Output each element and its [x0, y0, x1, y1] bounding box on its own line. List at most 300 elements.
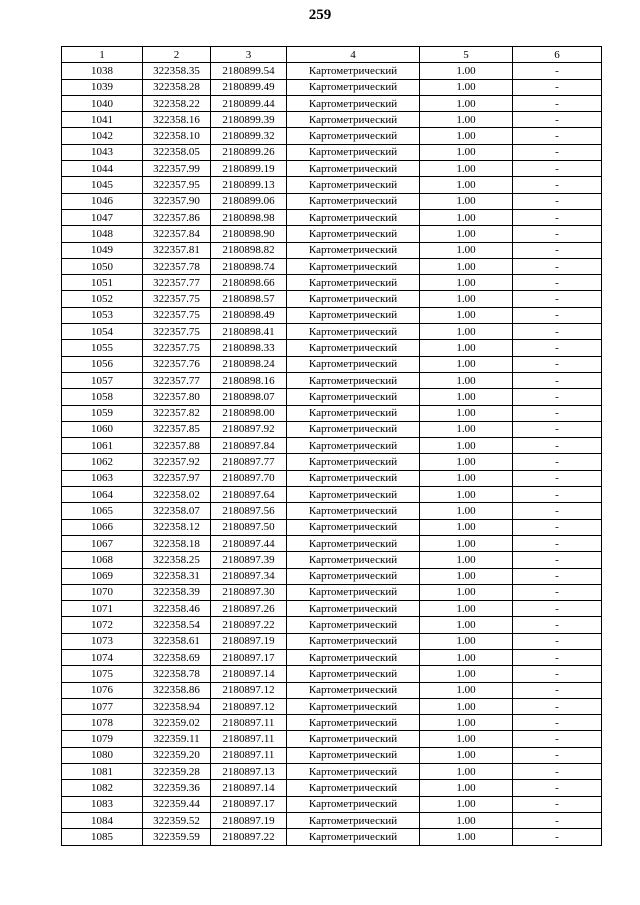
y-coordinate-cell: 2180897.39: [211, 552, 287, 568]
point-number-cell: 1078: [62, 715, 143, 731]
point-number-cell: 1062: [62, 454, 143, 470]
note-cell: -: [513, 438, 602, 454]
note-cell: -: [513, 682, 602, 698]
method-cell: Картометрический: [287, 747, 420, 763]
y-coordinate-cell: 2180897.14: [211, 666, 287, 682]
point-number-cell: 1039: [62, 79, 143, 95]
method-cell: Картометрический: [287, 568, 420, 584]
accuracy-cell: 1.00: [420, 503, 513, 519]
method-cell: Картометрический: [287, 715, 420, 731]
note-cell: -: [513, 633, 602, 649]
note-cell: -: [513, 535, 602, 551]
table-row: [62, 503, 602, 519]
accuracy-cell: 1.00: [420, 291, 513, 307]
accuracy-cell: 1.00: [420, 633, 513, 649]
accuracy-cell: 1.00: [420, 666, 513, 682]
point-number-cell: 1083: [62, 796, 143, 812]
note-cell: -: [513, 698, 602, 714]
method-cell: Картометрический: [287, 438, 420, 454]
point-number-cell: 1063: [62, 470, 143, 486]
x-coordinate-cell: 322357.75: [143, 340, 211, 356]
y-coordinate-cell: 2180897.84: [211, 438, 287, 454]
point-number-cell: 1061: [62, 438, 143, 454]
note-cell: -: [513, 568, 602, 584]
note-cell: -: [513, 307, 602, 323]
note-cell: -: [513, 780, 602, 796]
point-number-cell: 1045: [62, 177, 143, 193]
point-number-cell: 1064: [62, 487, 143, 503]
x-coordinate-cell: 322358.78: [143, 666, 211, 682]
x-coordinate-cell: 322359.20: [143, 747, 211, 763]
x-coordinate-cell: 322357.86: [143, 209, 211, 225]
table-row: [62, 275, 602, 291]
method-cell: Картометрический: [287, 258, 420, 274]
y-coordinate-cell: 2180897.92: [211, 421, 287, 437]
accuracy-cell: 1.00: [420, 438, 513, 454]
x-coordinate-cell: 322358.10: [143, 128, 211, 144]
page-number: 259: [308, 7, 332, 23]
method-cell: Картометрический: [287, 780, 420, 796]
y-coordinate-cell: 2180897.11: [211, 731, 287, 747]
point-number-cell: 1072: [62, 617, 143, 633]
x-coordinate-cell: 322357.78: [143, 258, 211, 274]
point-number-cell: 1041: [62, 112, 143, 128]
point-number-cell: 1058: [62, 389, 143, 405]
x-coordinate-cell: 322359.52: [143, 812, 211, 828]
table-row: [62, 487, 602, 503]
coordinates-table: [61, 46, 602, 846]
method-cell: Картометрический: [287, 421, 420, 437]
point-number-cell: 1051: [62, 275, 143, 291]
x-coordinate-cell: 322358.39: [143, 584, 211, 600]
note-cell: -: [513, 389, 602, 405]
y-coordinate-cell: 2180898.41: [211, 324, 287, 340]
x-coordinate-cell: 322358.46: [143, 601, 211, 617]
point-number-cell: 1082: [62, 780, 143, 796]
point-number-cell: 1070: [62, 584, 143, 600]
y-coordinate-cell: 2180899.44: [211, 95, 287, 111]
point-number-cell: 1080: [62, 747, 143, 763]
table-row: [62, 209, 602, 225]
note-cell: -: [513, 161, 602, 177]
y-coordinate-cell: 2180897.70: [211, 470, 287, 486]
point-number-cell: 1054: [62, 324, 143, 340]
point-number-cell: 1038: [62, 63, 143, 79]
accuracy-cell: 1.00: [420, 487, 513, 503]
point-number-cell: 1081: [62, 764, 143, 780]
y-coordinate-cell: 2180897.64: [211, 487, 287, 503]
table-row: [62, 193, 602, 209]
accuracy-cell: 1.00: [420, 405, 513, 421]
method-cell: Картометрический: [287, 193, 420, 209]
y-coordinate-cell: 2180897.14: [211, 780, 287, 796]
table-row: [62, 144, 602, 160]
method-cell: Картометрический: [287, 63, 420, 79]
table-row: [62, 128, 602, 144]
accuracy-cell: 1.00: [420, 764, 513, 780]
x-coordinate-cell: 322359.02: [143, 715, 211, 731]
note-cell: -: [513, 128, 602, 144]
x-coordinate-cell: 322358.16: [143, 112, 211, 128]
point-number-cell: 1068: [62, 552, 143, 568]
note-cell: -: [513, 291, 602, 307]
method-cell: Картометрический: [287, 519, 420, 535]
note-cell: -: [513, 324, 602, 340]
x-coordinate-cell: 322357.90: [143, 193, 211, 209]
note-cell: -: [513, 112, 602, 128]
y-coordinate-cell: 2180897.11: [211, 747, 287, 763]
point-number-cell: 1059: [62, 405, 143, 421]
header-row: [62, 47, 602, 63]
accuracy-cell: 1.00: [420, 128, 513, 144]
y-coordinate-cell: 2180897.19: [211, 633, 287, 649]
y-coordinate-cell: 2180897.44: [211, 535, 287, 551]
y-coordinate-cell: 2180897.77: [211, 454, 287, 470]
table-row: [62, 226, 602, 242]
note-cell: -: [513, 812, 602, 828]
point-number-cell: 1071: [62, 601, 143, 617]
table-row: [62, 780, 602, 796]
point-number-cell: 1053: [62, 307, 143, 323]
accuracy-cell: 1.00: [420, 780, 513, 796]
table-row: [62, 421, 602, 437]
note-cell: -: [513, 829, 602, 845]
note-cell: -: [513, 340, 602, 356]
y-coordinate-cell: 2180897.26: [211, 601, 287, 617]
table-row: [62, 519, 602, 535]
table-row: [62, 584, 602, 600]
table-row: [62, 552, 602, 568]
table-row: [62, 764, 602, 780]
note-cell: -: [513, 144, 602, 160]
x-coordinate-cell: 322357.99: [143, 161, 211, 177]
method-cell: Картометрический: [287, 405, 420, 421]
accuracy-cell: 1.00: [420, 95, 513, 111]
y-coordinate-cell: 2180899.32: [211, 128, 287, 144]
note-cell: -: [513, 177, 602, 193]
point-number-cell: 1055: [62, 340, 143, 356]
y-coordinate-cell: 2180899.26: [211, 144, 287, 160]
table-row: [62, 601, 602, 617]
y-coordinate-cell: 2180898.82: [211, 242, 287, 258]
note-cell: -: [513, 454, 602, 470]
method-cell: Картометрический: [287, 731, 420, 747]
table-row: [62, 829, 602, 845]
method-cell: Картометрический: [287, 242, 420, 258]
table-row: [62, 356, 602, 372]
accuracy-cell: 1.00: [420, 258, 513, 274]
method-cell: Картометрический: [287, 454, 420, 470]
x-coordinate-cell: 322357.95: [143, 177, 211, 193]
accuracy-cell: 1.00: [420, 747, 513, 763]
y-coordinate-cell: 2180898.49: [211, 307, 287, 323]
method-cell: Картометрический: [287, 601, 420, 617]
point-number-cell: 1073: [62, 633, 143, 649]
x-coordinate-cell: 322358.07: [143, 503, 211, 519]
x-coordinate-cell: 322359.36: [143, 780, 211, 796]
point-number-cell: 1046: [62, 193, 143, 209]
accuracy-cell: 1.00: [420, 698, 513, 714]
point-number-cell: 1069: [62, 568, 143, 584]
y-coordinate-cell: 2180899.49: [211, 79, 287, 95]
point-number-cell: 1076: [62, 682, 143, 698]
y-coordinate-cell: 2180899.19: [211, 161, 287, 177]
method-cell: Картометрический: [287, 649, 420, 665]
note-cell: -: [513, 421, 602, 437]
accuracy-cell: 1.00: [420, 79, 513, 95]
table-row: [62, 389, 602, 405]
x-coordinate-cell: 322358.02: [143, 487, 211, 503]
method-cell: Картометрический: [287, 95, 420, 111]
x-coordinate-cell: 322358.54: [143, 617, 211, 633]
y-coordinate-cell: 2180898.16: [211, 372, 287, 388]
header-cell-5: 5: [420, 47, 513, 63]
table-row: [62, 112, 602, 128]
x-coordinate-cell: 322358.28: [143, 79, 211, 95]
x-coordinate-cell: 322358.86: [143, 682, 211, 698]
note-cell: -: [513, 519, 602, 535]
accuracy-cell: 1.00: [420, 307, 513, 323]
table-row: [62, 438, 602, 454]
x-coordinate-cell: 322358.18: [143, 535, 211, 551]
y-coordinate-cell: 2180897.11: [211, 715, 287, 731]
note-cell: -: [513, 552, 602, 568]
accuracy-cell: 1.00: [420, 193, 513, 209]
x-coordinate-cell: 322357.80: [143, 389, 211, 405]
point-number-cell: 1067: [62, 535, 143, 551]
table-row: [62, 747, 602, 763]
note-cell: -: [513, 275, 602, 291]
method-cell: Картометрический: [287, 209, 420, 225]
point-number-cell: 1079: [62, 731, 143, 747]
y-coordinate-cell: 2180897.12: [211, 682, 287, 698]
x-coordinate-cell: 322358.25: [143, 552, 211, 568]
method-cell: Картометрический: [287, 324, 420, 340]
point-number-cell: 1043: [62, 144, 143, 160]
accuracy-cell: 1.00: [420, 275, 513, 291]
accuracy-cell: 1.00: [420, 112, 513, 128]
method-cell: Картометрический: [287, 617, 420, 633]
accuracy-cell: 1.00: [420, 372, 513, 388]
note-cell: -: [513, 209, 602, 225]
accuracy-cell: 1.00: [420, 356, 513, 372]
table-row: [62, 796, 602, 812]
y-coordinate-cell: 2180897.30: [211, 584, 287, 600]
note-cell: -: [513, 226, 602, 242]
note-cell: -: [513, 731, 602, 747]
accuracy-cell: 1.00: [420, 568, 513, 584]
y-coordinate-cell: 2180897.34: [211, 568, 287, 584]
note-cell: -: [513, 487, 602, 503]
table-row: [62, 649, 602, 665]
y-coordinate-cell: 2180898.24: [211, 356, 287, 372]
table-row: [62, 242, 602, 258]
accuracy-cell: 1.00: [420, 731, 513, 747]
table-row: [62, 63, 602, 79]
method-cell: Картометрический: [287, 144, 420, 160]
y-coordinate-cell: 2180898.57: [211, 291, 287, 307]
accuracy-cell: 1.00: [420, 454, 513, 470]
accuracy-cell: 1.00: [420, 682, 513, 698]
point-number-cell: 1060: [62, 421, 143, 437]
table-row: [62, 324, 602, 340]
method-cell: Картометрический: [287, 698, 420, 714]
accuracy-cell: 1.00: [420, 324, 513, 340]
y-coordinate-cell: 2180897.50: [211, 519, 287, 535]
x-coordinate-cell: 322358.05: [143, 144, 211, 160]
accuracy-cell: 1.00: [420, 389, 513, 405]
point-number-cell: 1075: [62, 666, 143, 682]
table-row: [62, 698, 602, 714]
table-row: [62, 258, 602, 274]
note-cell: -: [513, 258, 602, 274]
point-number-cell: 1048: [62, 226, 143, 242]
x-coordinate-cell: 322359.59: [143, 829, 211, 845]
note-cell: -: [513, 405, 602, 421]
accuracy-cell: 1.00: [420, 584, 513, 600]
method-cell: Картометрический: [287, 161, 420, 177]
method-cell: Картометрический: [287, 829, 420, 845]
method-cell: Картометрический: [287, 796, 420, 812]
y-coordinate-cell: 2180897.56: [211, 503, 287, 519]
x-coordinate-cell: 322357.75: [143, 324, 211, 340]
method-cell: Картометрический: [287, 389, 420, 405]
table-row: [62, 682, 602, 698]
accuracy-cell: 1.00: [420, 177, 513, 193]
header-cell-3: 3: [211, 47, 287, 63]
point-number-cell: 1065: [62, 503, 143, 519]
y-coordinate-cell: 2180897.12: [211, 698, 287, 714]
method-cell: Картометрический: [287, 487, 420, 503]
point-number-cell: 1074: [62, 649, 143, 665]
table-row: [62, 470, 602, 486]
y-coordinate-cell: 2180898.33: [211, 340, 287, 356]
y-coordinate-cell: 2180899.54: [211, 63, 287, 79]
note-cell: -: [513, 63, 602, 79]
method-cell: Картометрический: [287, 666, 420, 682]
method-cell: Картометрический: [287, 79, 420, 95]
method-cell: Картометрический: [287, 340, 420, 356]
point-number-cell: 1084: [62, 812, 143, 828]
y-coordinate-cell: 2180897.13: [211, 764, 287, 780]
x-coordinate-cell: 322359.11: [143, 731, 211, 747]
note-cell: -: [513, 470, 602, 486]
point-number-cell: 1066: [62, 519, 143, 535]
y-coordinate-cell: 2180897.22: [211, 617, 287, 633]
table-row: [62, 340, 602, 356]
note-cell: -: [513, 601, 602, 617]
x-coordinate-cell: 322357.75: [143, 291, 211, 307]
x-coordinate-cell: 322357.76: [143, 356, 211, 372]
y-coordinate-cell: 2180898.98: [211, 209, 287, 225]
y-coordinate-cell: 2180898.90: [211, 226, 287, 242]
method-cell: Картометрический: [287, 812, 420, 828]
note-cell: -: [513, 715, 602, 731]
x-coordinate-cell: 322359.28: [143, 764, 211, 780]
table-row: [62, 161, 602, 177]
method-cell: Картометрический: [287, 307, 420, 323]
note-cell: -: [513, 584, 602, 600]
accuracy-cell: 1.00: [420, 242, 513, 258]
y-coordinate-cell: 2180898.74: [211, 258, 287, 274]
x-coordinate-cell: 322358.31: [143, 568, 211, 584]
table-row: [62, 454, 602, 470]
accuracy-cell: 1.00: [420, 829, 513, 845]
header-cell-6: 6: [513, 47, 602, 63]
table-row: [62, 633, 602, 649]
note-cell: -: [513, 617, 602, 633]
method-cell: Картометрический: [287, 552, 420, 568]
x-coordinate-cell: 322358.94: [143, 698, 211, 714]
table-row: [62, 812, 602, 828]
x-coordinate-cell: 322357.85: [143, 421, 211, 437]
method-cell: Картометрический: [287, 275, 420, 291]
y-coordinate-cell: 2180898.00: [211, 405, 287, 421]
table-row: [62, 535, 602, 551]
y-coordinate-cell: 2180898.66: [211, 275, 287, 291]
header-cell-2: 2: [143, 47, 211, 63]
point-number-cell: 1042: [62, 128, 143, 144]
point-number-cell: 1040: [62, 95, 143, 111]
table-row: [62, 307, 602, 323]
method-cell: Картометрический: [287, 764, 420, 780]
accuracy-cell: 1.00: [420, 144, 513, 160]
note-cell: -: [513, 79, 602, 95]
x-coordinate-cell: 322357.88: [143, 438, 211, 454]
point-number-cell: 1049: [62, 242, 143, 258]
method-cell: Картометрический: [287, 503, 420, 519]
accuracy-cell: 1.00: [420, 470, 513, 486]
accuracy-cell: 1.00: [420, 552, 513, 568]
table-row: [62, 715, 602, 731]
table-row: [62, 177, 602, 193]
x-coordinate-cell: 322357.75: [143, 307, 211, 323]
note-cell: -: [513, 649, 602, 665]
y-coordinate-cell: 2180897.19: [211, 812, 287, 828]
x-coordinate-cell: 322357.97: [143, 470, 211, 486]
method-cell: Картометрический: [287, 682, 420, 698]
y-coordinate-cell: 2180898.07: [211, 389, 287, 405]
note-cell: -: [513, 503, 602, 519]
y-coordinate-cell: 2180897.17: [211, 649, 287, 665]
table-row: [62, 405, 602, 421]
accuracy-cell: 1.00: [420, 649, 513, 665]
x-coordinate-cell: 322358.69: [143, 649, 211, 665]
header-cell-4: 4: [287, 47, 420, 63]
y-coordinate-cell: 2180899.13: [211, 177, 287, 193]
x-coordinate-cell: 322358.22: [143, 95, 211, 111]
y-coordinate-cell: 2180897.22: [211, 829, 287, 845]
method-cell: Картометрический: [287, 584, 420, 600]
point-number-cell: 1077: [62, 698, 143, 714]
table-row: [62, 568, 602, 584]
note-cell: -: [513, 747, 602, 763]
method-cell: Картометрический: [287, 633, 420, 649]
x-coordinate-cell: 322357.77: [143, 372, 211, 388]
accuracy-cell: 1.00: [420, 209, 513, 225]
note-cell: -: [513, 95, 602, 111]
point-number-cell: 1056: [62, 356, 143, 372]
accuracy-cell: 1.00: [420, 226, 513, 242]
accuracy-cell: 1.00: [420, 161, 513, 177]
note-cell: -: [513, 356, 602, 372]
method-cell: Картометрический: [287, 177, 420, 193]
table-row: [62, 731, 602, 747]
method-cell: Картометрический: [287, 372, 420, 388]
accuracy-cell: 1.00: [420, 63, 513, 79]
accuracy-cell: 1.00: [420, 796, 513, 812]
method-cell: Картометрический: [287, 356, 420, 372]
